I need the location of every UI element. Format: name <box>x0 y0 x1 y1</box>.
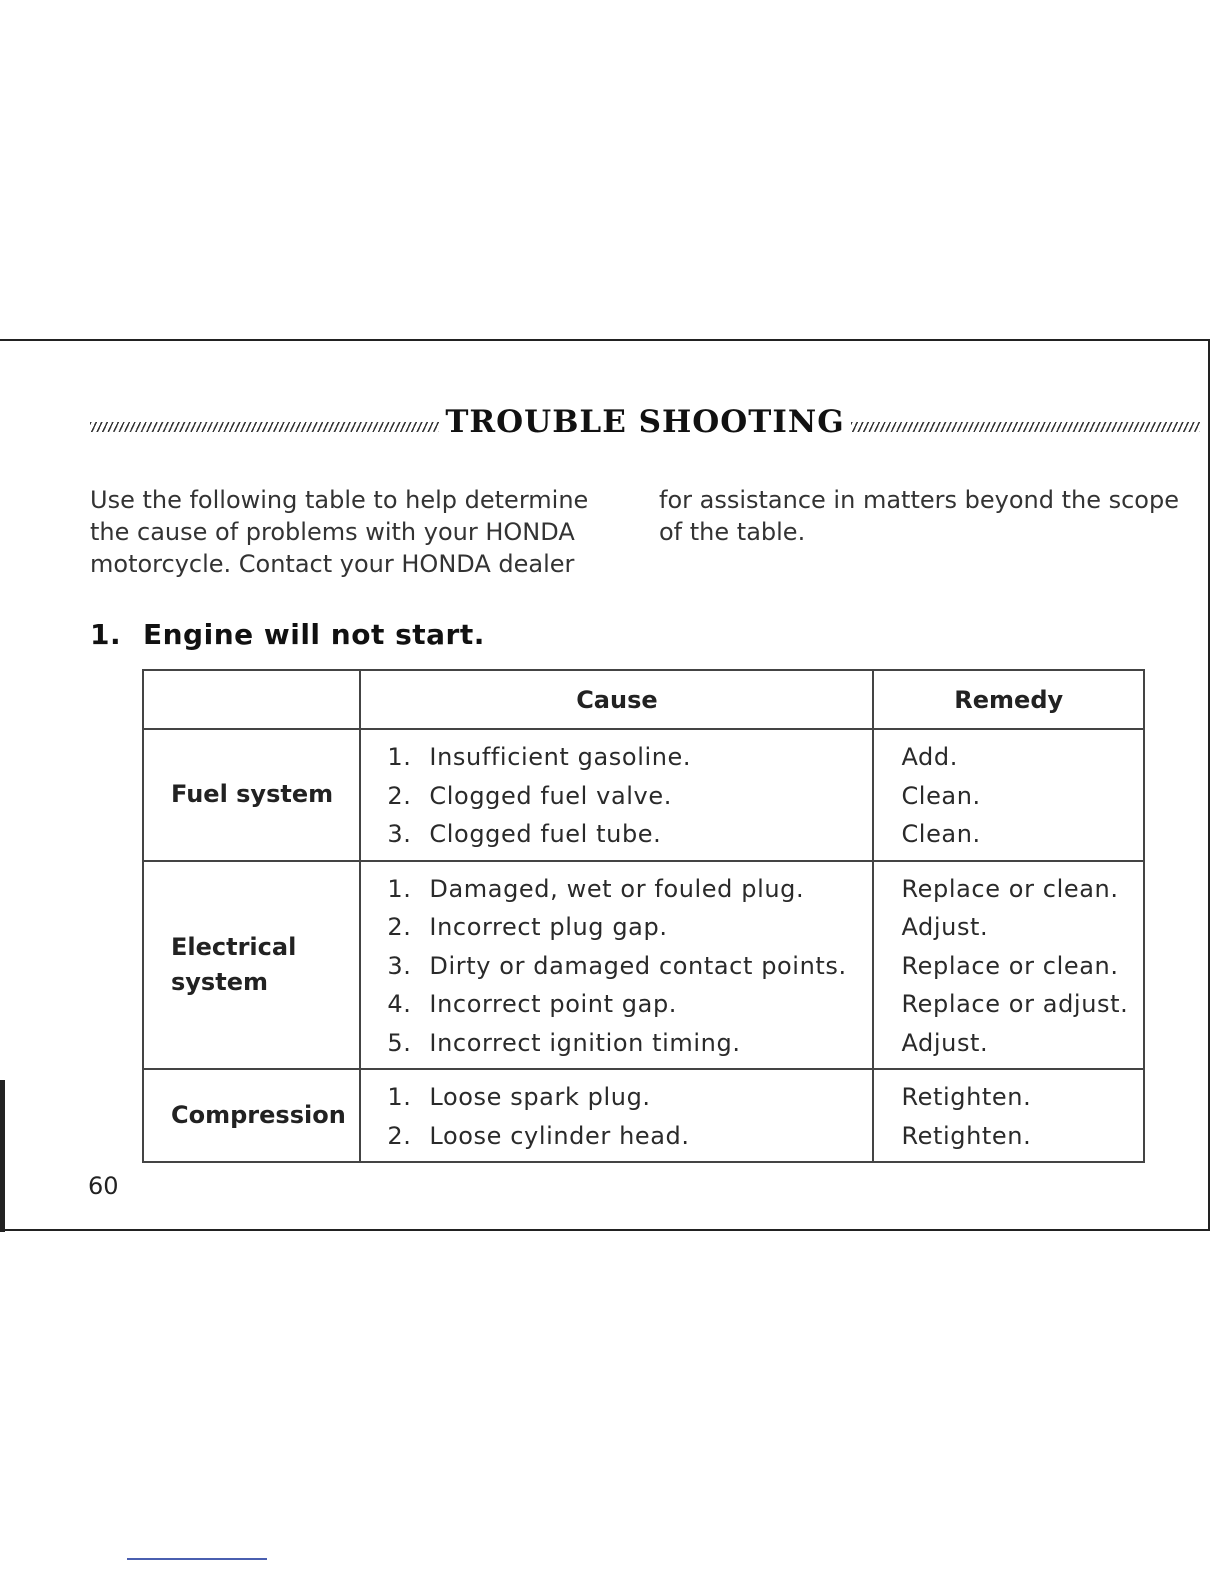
category-cell: Compression <box>143 1069 360 1162</box>
remedy-item: Adjust. <box>901 1028 989 1057</box>
remedies-cell <box>873 861 1144 1070</box>
remedy-item: Replace or clean. <box>901 951 1119 980</box>
intro-column-1: Use the following table to help determine the cause of problems with your HONDA motorcycle. Contact your HONDA dealer <box>90 486 589 578</box>
category-cell: Electrical system <box>143 861 360 1070</box>
header-category <box>143 670 360 729</box>
remedy-item: Replace or adjust. <box>901 990 1129 1018</box>
header-remedy: Remedy <box>873 670 1144 729</box>
remedy-item: Adjust. <box>901 913 989 941</box>
cause-item: 1. Insufficient gasoline. <box>387 743 692 771</box>
table-row <box>143 861 1144 1070</box>
cause-item: 3. Dirty or damaged contact points. <box>387 951 847 980</box>
section-number: 1. <box>90 618 122 651</box>
header-cause: Cause <box>360 670 873 729</box>
section-title: Engine will not start. <box>143 618 485 651</box>
hatch-left-decoration <box>90 422 439 432</box>
cause-item: 2. Clogged fuel valve. <box>387 781 672 810</box>
remedies-cell <box>873 729 1144 861</box>
hatch-right-decoration <box>851 422 1200 432</box>
remedy-item: Clean. <box>901 820 981 848</box>
table-header-row <box>143 670 1144 729</box>
cause-item: 1. Damaged, wet or fouled plug. <box>387 874 805 903</box>
causes-cell <box>360 729 873 861</box>
remedy-item: Replace or clean. <box>901 874 1119 903</box>
remedy-item: Retighten. <box>901 1121 1032 1150</box>
section-heading <box>90 618 485 651</box>
page-header <box>90 402 1200 442</box>
cause-item: 4. Incorrect point gap. <box>387 990 678 1018</box>
cause-item: 5. Incorrect ignition timing. <box>387 1028 741 1057</box>
cause-item: 1. Loose spark plug. <box>387 1083 651 1111</box>
cause-item: 2. Loose cylinder head. <box>387 1121 690 1150</box>
table-row <box>143 729 1144 861</box>
footer-rule <box>127 1558 267 1560</box>
remedy-item: Retighten. <box>901 1083 1032 1111</box>
cause-item: 3. Clogged fuel tube. <box>387 820 662 848</box>
remedies-cell <box>873 1069 1144 1162</box>
causes-cell <box>360 861 873 1070</box>
remedy-item: Add. <box>901 743 958 771</box>
category-cell: Fuel system <box>143 729 360 861</box>
intro-column-2: for assistance in matters beyond the scope of the table. <box>659 486 1179 546</box>
cause-item: 2. Incorrect plug gap. <box>387 913 668 941</box>
page-number: 60 <box>88 1172 119 1200</box>
page-edge-shadow <box>0 1080 5 1232</box>
table-row <box>143 1069 1144 1162</box>
page-title: TROUBLE SHOOTING <box>445 404 845 440</box>
troubleshooting-table <box>142 669 1145 1163</box>
causes-cell <box>360 1069 873 1162</box>
remedy-item: Clean. <box>901 781 981 810</box>
